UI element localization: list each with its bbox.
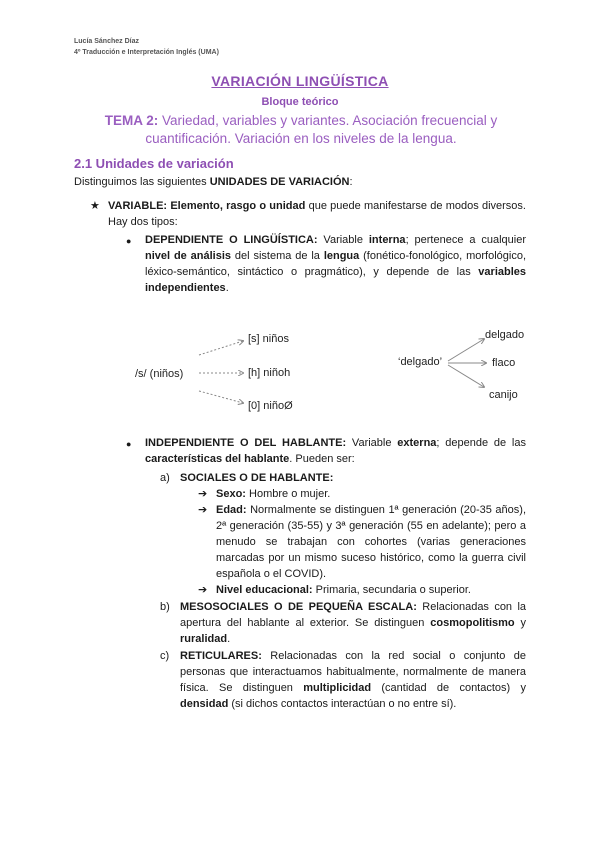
independiente-paragraph bbox=[145, 435, 526, 467]
diagram-right-variant-1: delgado bbox=[485, 329, 525, 341]
intro-text: Distinguimos las siguientes bbox=[74, 176, 210, 188]
dependiente-label: DEPENDIENTE O LINGÜÍSTICA: bbox=[145, 234, 318, 246]
arrow-to-variant-3 bbox=[199, 391, 243, 403]
meso-t3: . bbox=[227, 633, 231, 645]
diagram-right-variant-2: flaco bbox=[492, 357, 516, 369]
dep-t5: . bbox=[225, 282, 229, 294]
sociales-label-text: SOCIALES O DE HABLANTE: bbox=[180, 472, 334, 484]
dep-t3: del sistema de la bbox=[231, 250, 324, 262]
ret-b2: densidad bbox=[180, 698, 229, 710]
nivel-label: Nivel educacional: bbox=[216, 584, 313, 596]
mesosociales-label: MESOSOCIALES O DE PEQUEÑA ESCALA: bbox=[180, 601, 417, 613]
arrow-to-delgado bbox=[448, 339, 484, 361]
dot-bullet-1: ● bbox=[126, 236, 132, 246]
nivel-arrow: ➔ bbox=[198, 584, 208, 596]
sexo-item bbox=[216, 486, 330, 502]
diagram-right-source: ‘delgado’ bbox=[398, 356, 443, 368]
independiente-label: INDEPENDIENTE O DEL HABLANTE: bbox=[145, 437, 347, 449]
tema-text: Variedad, variables y variantes. Asociación frecuencial y cuantificación. Variación en los niveles de la lengua. bbox=[145, 113, 498, 146]
dep-b1: interna bbox=[368, 234, 406, 246]
intro-bold: UNIDADES DE VARIACIÓN bbox=[209, 176, 350, 188]
section-intro bbox=[74, 174, 353, 190]
diagram-left-variant-1: [s] niños bbox=[248, 333, 289, 345]
diagram-left-variant-2: [h] niñoh bbox=[248, 367, 291, 379]
sociales-label bbox=[180, 470, 333, 486]
doc-author: Lucía Sánchez Díaz bbox=[74, 38, 139, 45]
section-heading: 2.1 Unidades de variación bbox=[74, 156, 234, 171]
variable-paragraph bbox=[108, 198, 526, 230]
star-bullet: ★ bbox=[90, 200, 100, 212]
meso-t2: y bbox=[514, 617, 526, 629]
doc-course: 4º Traducción e Interpretación Inglés (UMA) bbox=[74, 49, 219, 56]
dep-t4: (fonético-fonológico, morfológico, léxico-semántico, sintáctico o pragmático), y depende de las bbox=[145, 250, 527, 278]
sexo-arrow: ➔ bbox=[198, 488, 208, 500]
edad-arrow: ➔ bbox=[198, 504, 208, 516]
meso-t1: Relacionadas con la apertura del hablante al exterior. Se distinguen bbox=[180, 601, 527, 629]
ret-t3: (si dichos contactos interactúan o no entre sí). bbox=[228, 698, 457, 710]
sexo-text: Hombre o mujer. bbox=[245, 488, 331, 500]
edad-text: Normalmente se distinguen 1ª generación (20-35 años), 2ª generación (35-55) y 3ª generación (55 en adelante); pero a menudo se trabajan con cohortes (varias generaciones marcadas por un mismo suceso histórico, como la guerra civil española o el COVID). bbox=[216, 504, 526, 580]
ind-b2: características del hablante bbox=[145, 453, 290, 465]
diagram-left-arrows bbox=[195, 335, 251, 407]
arrow-to-variant-1 bbox=[199, 341, 243, 355]
ret-b1: multiplicidad bbox=[303, 682, 372, 694]
nivel-item bbox=[216, 582, 471, 598]
meso-b1: cosmopolitismo bbox=[430, 617, 515, 629]
mesosociales-marker: b) bbox=[160, 601, 170, 613]
page-title: VARIACIÓN LINGÜÍSTICA bbox=[211, 73, 389, 89]
diagram-right-variant-3: canijo bbox=[489, 389, 518, 401]
reticulares-paragraph bbox=[180, 648, 526, 712]
dep-b3: lengua bbox=[323, 250, 360, 262]
ind-t3: . Pueden ser: bbox=[289, 453, 355, 465]
arrow-to-canijo bbox=[448, 365, 484, 387]
dependiente-paragraph bbox=[145, 232, 526, 296]
ind-b1: externa bbox=[397, 437, 437, 449]
ret-t2: (cantidad de contactos) y bbox=[371, 682, 526, 694]
dep-b4: variables independientes bbox=[145, 266, 526, 294]
dot-bullet-2: ● bbox=[126, 439, 132, 449]
dep-t2: ; pertenece a cualquier bbox=[405, 234, 526, 246]
diagram-left-variant-3: [0] niñoØ bbox=[248, 400, 293, 412]
variable-text: que puede manifestarse de modos diversos. Hay dos tipos: bbox=[108, 200, 526, 228]
sexo-label: Sexo: bbox=[216, 488, 246, 500]
tema-label: TEMA 2: bbox=[104, 113, 159, 128]
page-subtitle: Bloque teórico bbox=[261, 96, 339, 108]
edad-item bbox=[216, 502, 526, 582]
ind-t2: ; depende de las bbox=[436, 437, 526, 449]
diagram-left-source: /s/ (niños) bbox=[135, 368, 184, 380]
meso-b2: ruralidad bbox=[180, 633, 228, 645]
mesosociales-paragraph bbox=[180, 599, 526, 647]
diagram-right-arrows bbox=[446, 333, 490, 393]
reticulares-label: RETICULARES: bbox=[180, 650, 262, 662]
intro-end: : bbox=[349, 176, 353, 188]
ret-t1: Relacionadas con la red social o conjunto de personas que interactuamos habitualmente, normalmente de manera física. Se distinguen bbox=[180, 650, 526, 694]
edad-label: Edad: bbox=[216, 504, 247, 516]
variable-bold: VARIABLE: Elemento, rasgo o unidad bbox=[108, 200, 306, 212]
dep-b2: nivel de análisis bbox=[145, 250, 232, 262]
dep-t1: Variable bbox=[317, 234, 369, 246]
ind-t1: Variable bbox=[346, 437, 398, 449]
tema-heading bbox=[62, 112, 540, 148]
nivel-text: Primaria, secundaria o superior. bbox=[312, 584, 471, 596]
reticulares-marker: c) bbox=[160, 650, 170, 662]
sociales-marker: a) bbox=[160, 472, 170, 484]
